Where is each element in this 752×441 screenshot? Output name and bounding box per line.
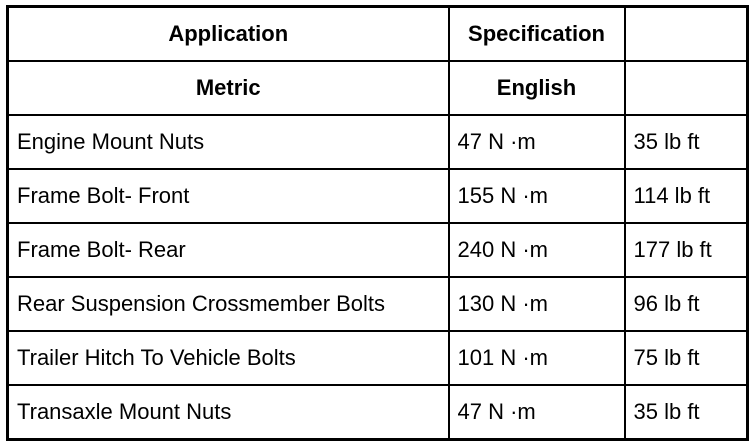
table-row — [8, 115, 748, 169]
header-application: Application — [8, 7, 449, 62]
application-cell: Frame Bolt- Rear — [8, 223, 449, 277]
subheader-empty — [625, 61, 748, 115]
application-cell: Frame Bolt- Front — [8, 169, 449, 223]
table-body — [8, 115, 748, 440]
application-cell: Transaxle Mount Nuts — [8, 385, 449, 440]
header-specification: Specification — [449, 7, 625, 62]
english-cell: 35 lb ft — [625, 115, 748, 169]
metric-cell: 47 N ·m — [449, 385, 625, 440]
application-cell: Rear Suspension Crossmember Bolts — [8, 277, 449, 331]
table-row — [8, 385, 748, 440]
application-cell: Trailer Hitch To Vehicle Bolts — [8, 331, 449, 385]
metric-cell: 240 N ·m — [449, 223, 625, 277]
english-cell: 35 lb ft — [625, 385, 748, 440]
metric-cell: 155 N ·m — [449, 169, 625, 223]
header-row — [8, 7, 748, 62]
application-cell: Engine Mount Nuts — [8, 115, 449, 169]
metric-cell: 130 N ·m — [449, 277, 625, 331]
english-cell: 177 lb ft — [625, 223, 748, 277]
metric-cell: 47 N ·m — [449, 115, 625, 169]
table-row — [8, 169, 748, 223]
specification-table — [6, 5, 749, 441]
table-row — [8, 223, 748, 277]
subheader-row — [8, 61, 748, 115]
metric-cell: 101 N ·m — [449, 331, 625, 385]
english-cell: 75 lb ft — [625, 331, 748, 385]
english-cell: 114 lb ft — [625, 169, 748, 223]
subheader-english: English — [449, 61, 625, 115]
table-row — [8, 277, 748, 331]
table-row — [8, 331, 748, 385]
english-cell: 96 lb ft — [625, 277, 748, 331]
header-empty — [625, 7, 748, 62]
table-header — [8, 7, 748, 116]
subheader-metric: Metric — [8, 61, 449, 115]
